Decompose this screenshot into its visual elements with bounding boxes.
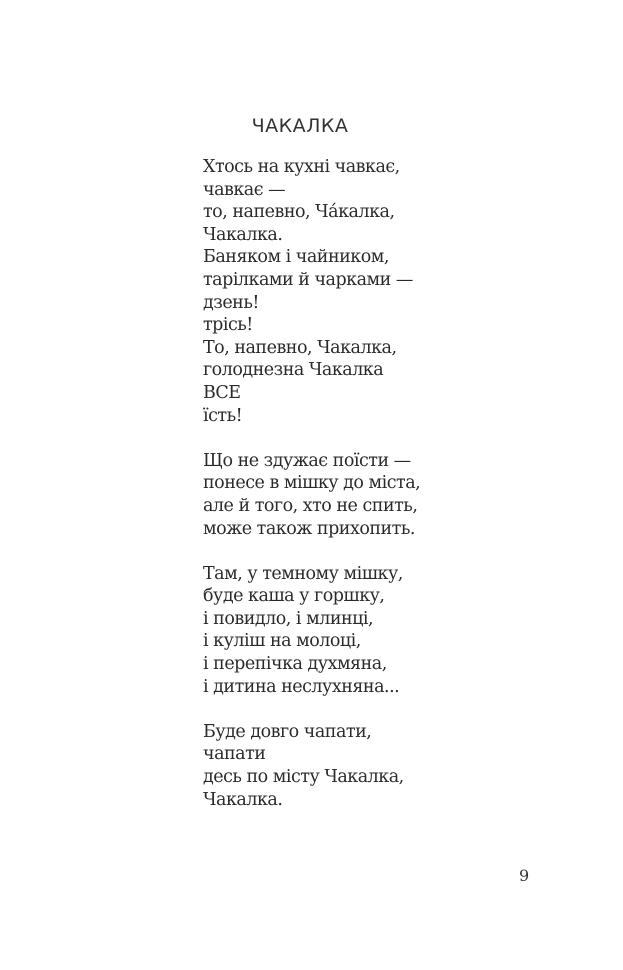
poem-line: буде каша у горшку, <box>203 586 385 607</box>
poem-line: дзень! <box>203 292 259 313</box>
poem-line: і повидло, і млинці, <box>203 608 374 629</box>
poem-line: Що не здужає поїсти — <box>203 450 411 471</box>
poem-line: Чакалка. <box>203 789 283 810</box>
poem-line: тарілками й чарками — <box>203 269 413 290</box>
poem-line: але й того, хто не спить, <box>203 495 418 516</box>
page-number: 9 <box>519 866 530 885</box>
poem-line: Чакалка. <box>203 224 283 245</box>
page-title: ЧАКАЛКА <box>251 115 349 137</box>
poem-line: чавкає — <box>203 179 286 200</box>
poem <box>203 156 583 834</box>
poem-line: трісь! <box>203 315 253 336</box>
poem-line: чапати <box>203 744 266 765</box>
poem-line: Хтось на кухні чавкає, <box>203 157 400 177</box>
poem-line: то, напевно, Ча́калка, <box>203 202 395 223</box>
stanza-3 <box>203 563 583 699</box>
stanza-2 <box>203 450 583 540</box>
poem-line: десь по місту Чакалка, <box>203 767 404 788</box>
stanza-1 <box>203 156 583 427</box>
poem-line: понесе в мішку до міста, <box>203 473 421 494</box>
poem-line: і куліш на молоці, <box>203 631 361 652</box>
poem-line: і перепічка духмяна, <box>203 654 387 675</box>
poem-line: може також прихопить. <box>203 518 415 539</box>
poem-line: Баняком і чайником, <box>203 247 389 268</box>
poem-line: їсть! <box>203 405 243 426</box>
poem-line: і дитина неслухняна... <box>203 676 400 697</box>
stanza-4 <box>203 721 583 811</box>
poem-line: Буде довго чапати, <box>203 721 372 742</box>
poem-line: ВСЕ <box>203 382 241 403</box>
poem-line: То, напевно, Чакалка, <box>203 337 397 358</box>
poem-line: голоднезна Чакалка <box>203 360 384 381</box>
poem-line: Там, у темному мішку, <box>203 563 403 584</box>
